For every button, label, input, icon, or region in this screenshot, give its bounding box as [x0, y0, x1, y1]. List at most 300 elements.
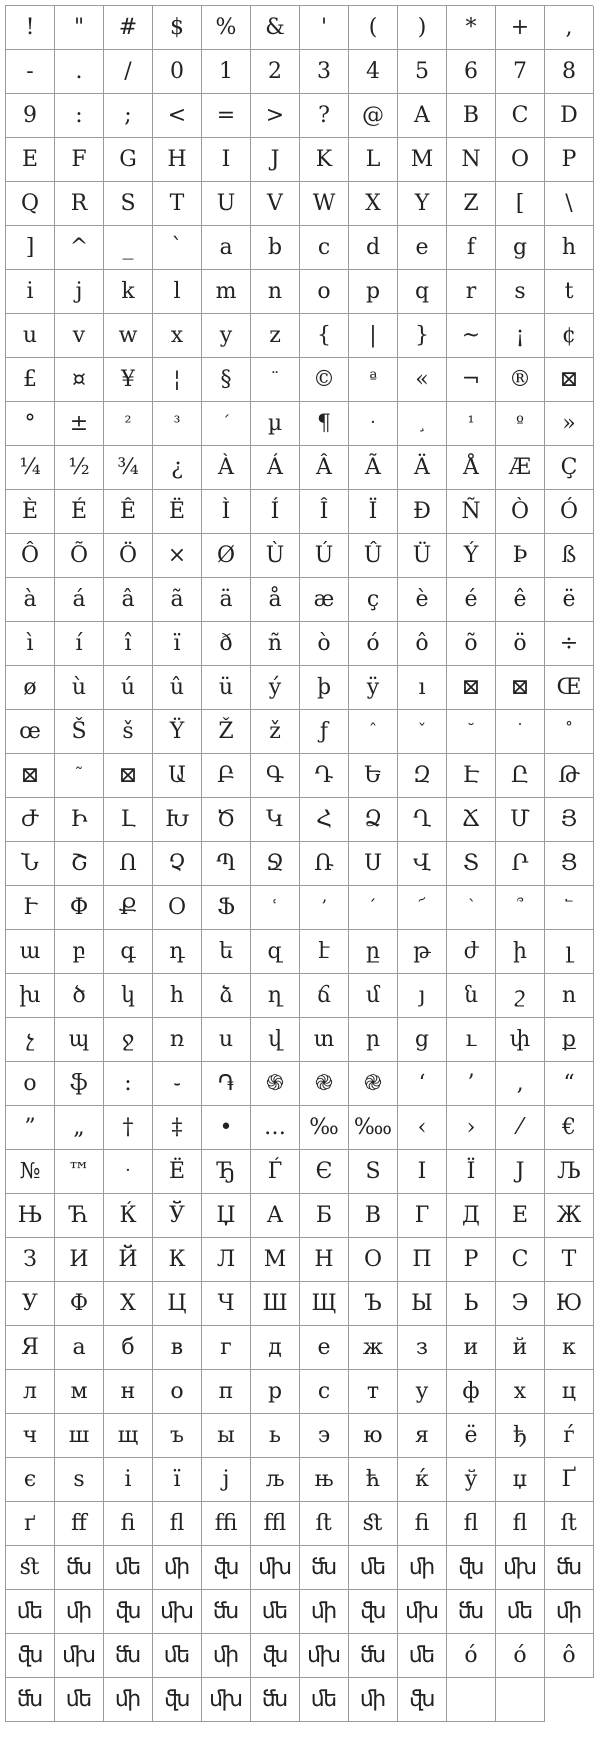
glyph-cell: є — [6, 1458, 55, 1502]
glyph-cell: ‱ — [349, 1106, 398, 1150]
glyph-cell: а — [55, 1326, 104, 1370]
glyph-cell: q — [398, 270, 447, 314]
glyph-cell: Ъ — [349, 1282, 398, 1326]
glyph-cell: ь — [251, 1414, 300, 1458]
glyph-cell: p — [349, 270, 398, 314]
glyph-cell: э — [300, 1414, 349, 1458]
glyph-cell: µ — [251, 402, 300, 446]
glyph-cell: % — [202, 6, 251, 50]
glyph-cell: Ó — [545, 490, 594, 534]
glyph-cell: ﬓ — [300, 1546, 349, 1590]
glyph-cell: · — [349, 402, 398, 446]
glyph-cell: H — [153, 138, 202, 182]
glyph-cell: Ю — [545, 1282, 594, 1326]
glyph-cell: ⊠ — [545, 358, 594, 402]
glyph-cell: Ѓ — [251, 1150, 300, 1194]
glyph-cell: í — [55, 622, 104, 666]
glyph-cell: Դ — [300, 754, 349, 798]
glyph-cell: ó — [496, 1634, 545, 1678]
glyph-cell: M — [398, 138, 447, 182]
glyph-cell: v — [55, 314, 104, 358]
glyph-cell: ֏ — [202, 1062, 251, 1106]
glyph-cell: г — [202, 1326, 251, 1370]
glyph-cell: è — [398, 578, 447, 622]
glyph-cell: ﬖ — [447, 1546, 496, 1590]
glyph-cell: Œ — [545, 666, 594, 710]
glyph-cell: Ö — [104, 534, 153, 578]
glyph-cell: ﬄ — [251, 1502, 300, 1546]
glyph-cell: ґ — [6, 1502, 55, 1546]
glyph-cell: ս — [202, 1018, 251, 1062]
glyph-cell: Ш — [251, 1282, 300, 1326]
glyph-cell: ﬓ — [104, 1634, 153, 1678]
glyph-cell: ˚ — [545, 710, 594, 754]
glyph-cell: ˆ — [349, 710, 398, 754]
glyph-cell: е — [300, 1326, 349, 1370]
glyph-cell: f — [447, 226, 496, 270]
glyph-cell: W — [300, 182, 349, 226]
glyph-cell: R — [55, 182, 104, 226]
glyph-cell: m — [202, 270, 251, 314]
glyph-cell: ﬗ — [496, 1546, 545, 1590]
glyph-cell: ﬕ — [153, 1546, 202, 1590]
glyph-cell: { — [300, 314, 349, 358]
glyph-cell: Զ — [398, 754, 447, 798]
glyph-cell: Ք — [104, 886, 153, 930]
glyph-cell: ﬗ — [202, 1678, 251, 1722]
glyph-cell: У — [6, 1282, 55, 1326]
glyph-cell: ø — [6, 666, 55, 710]
glyph-cell: Գ — [251, 754, 300, 798]
glyph-cell: ﬁ — [398, 1502, 447, 1546]
glyph-cell: ÷ — [545, 622, 594, 666]
glyph-cell: Շ — [55, 842, 104, 886]
glyph-cell: ﬖ — [202, 1546, 251, 1590]
glyph-cell: գ — [104, 930, 153, 974]
glyph-cell: ¢ — [545, 314, 594, 358]
glyph-cell: ў — [447, 1458, 496, 1502]
glyph-cell: c — [300, 226, 349, 270]
glyph-cell: ‘ — [398, 1062, 447, 1106]
glyph-cell: t — [545, 270, 594, 314]
glyph-cell: ¼ — [6, 446, 55, 490]
glyph-cell: u — [6, 314, 55, 358]
glyph-cell: © — [300, 358, 349, 402]
glyph-cell: ﬖ — [349, 1590, 398, 1634]
glyph-cell: Â — [300, 446, 349, 490]
glyph-cell: ї — [153, 1458, 202, 1502]
glyph-cell: X — [349, 182, 398, 226]
glyph-cell: “ — [545, 1062, 594, 1106]
glyph-cell: ﬖ — [104, 1590, 153, 1634]
glyph-cell: Չ — [153, 842, 202, 886]
glyph-cell: չ — [6, 1018, 55, 1062]
glyph-cell: . — [55, 50, 104, 94]
glyph-cell: ³ — [153, 402, 202, 446]
glyph-cell: Ղ — [398, 798, 447, 842]
glyph-cell: Я — [6, 1326, 55, 1370]
glyph-cell: Т — [545, 1238, 594, 1282]
glyph-cell: Î — [300, 490, 349, 534]
glyph-cell: ( — [349, 6, 398, 50]
glyph-cell: ü — [202, 666, 251, 710]
glyph-cell: l — [153, 270, 202, 314]
glyph-cell: × — [153, 534, 202, 578]
glyph-cell: 1 — [202, 50, 251, 94]
glyph-cell: ց — [398, 1018, 447, 1062]
glyph-cell: Ն — [6, 842, 55, 886]
glyph-cell: Ѕ — [349, 1150, 398, 1194]
glyph-cell: Щ — [300, 1282, 349, 1326]
glyph-cell: ֍ — [251, 1062, 300, 1106]
glyph-cell: ± — [55, 402, 104, 446]
glyph-cell: » — [545, 402, 594, 446]
glyph-cell: z — [251, 314, 300, 358]
glyph-cell: Ц — [153, 1282, 202, 1326]
glyph-cell: ¡ — [496, 314, 545, 358]
glyph-cell: ﬅ — [545, 1502, 594, 1546]
glyph-cell: м — [55, 1370, 104, 1414]
glyph-cell: њ — [300, 1458, 349, 1502]
glyph-cell: Ա — [153, 754, 202, 798]
glyph-cell: ﬆ — [6, 1546, 55, 1590]
glyph-cell: D — [545, 94, 594, 138]
glyph-cell: ž — [251, 710, 300, 754]
glyph-cell: i — [6, 270, 55, 314]
glyph-cell: ’ — [447, 1062, 496, 1106]
glyph-cell: ը — [349, 930, 398, 974]
glyph-cell: & — [251, 6, 300, 50]
glyph-cell: օ — [6, 1062, 55, 1106]
glyph-cell: ճ — [300, 974, 349, 1018]
glyph-cell: ж — [349, 1326, 398, 1370]
glyph-cell: ՜ — [398, 886, 447, 930]
glyph-cell: к — [545, 1326, 594, 1370]
glyph-cell: ﬖ — [6, 1634, 55, 1678]
glyph-cell: ﬕ — [55, 1590, 104, 1634]
glyph-cell: ⊠ — [447, 666, 496, 710]
glyph-cell: j — [55, 270, 104, 314]
glyph-cell: B — [447, 94, 496, 138]
glyph-cell: ¿ — [153, 446, 202, 490]
glyph-cell: ﬓ — [349, 1634, 398, 1678]
glyph-cell: : — [104, 1062, 153, 1106]
glyph-cell: A — [398, 94, 447, 138]
glyph-cell: Ռ — [300, 842, 349, 886]
glyph-cell: ˜ — [55, 754, 104, 798]
glyph-cell: ⁄ — [496, 1106, 545, 1150]
glyph-cell: ﬓ — [202, 1590, 251, 1634]
glyph-cell: Ä — [398, 446, 447, 490]
glyph-cell: ծ — [55, 974, 104, 1018]
glyph-cell: x — [153, 314, 202, 358]
glyph-cell: ջ — [104, 1018, 153, 1062]
glyph-cell: Õ — [55, 534, 104, 578]
glyph-cell: à — [6, 578, 55, 622]
glyph-cell: ՝ — [447, 886, 496, 930]
glyph-cell: / — [104, 50, 153, 94]
glyph-cell: Ծ — [202, 798, 251, 842]
glyph-cell: Ь — [447, 1282, 496, 1326]
glyph-cell: ի — [496, 930, 545, 974]
glyph-cell: Н — [300, 1238, 349, 1282]
glyph-cell: ﬕ — [398, 1546, 447, 1590]
glyph-cell: ¥ — [104, 358, 153, 402]
glyph-cell: U — [202, 182, 251, 226]
glyph-cell: ՞ — [496, 886, 545, 930]
glyph-cell: ﬔ — [104, 1546, 153, 1590]
glyph-cell: І — [398, 1150, 447, 1194]
glyph-cell: ” — [6, 1106, 55, 1150]
glyph-cell: J — [251, 138, 300, 182]
glyph-cell: ՙ — [251, 886, 300, 930]
glyph-cell: Ü — [398, 534, 447, 578]
glyph-cell: М — [251, 1238, 300, 1282]
glyph-cell: я — [398, 1414, 447, 1458]
glyph-cell: Е — [496, 1194, 545, 1238]
glyph-cell: = — [202, 94, 251, 138]
glyph-cell: \ — [545, 182, 594, 226]
glyph-cell: Х — [104, 1282, 153, 1326]
glyph-cell: S — [104, 182, 153, 226]
glyph-cell: ﬔ — [398, 1634, 447, 1678]
glyph-cell: ° — [6, 402, 55, 446]
glyph-cell: ⊠ — [6, 754, 55, 798]
glyph-cell: E — [6, 138, 55, 182]
glyph-cell: յ — [398, 974, 447, 1018]
glyph-cell: 9 — [6, 94, 55, 138]
glyph-cell: ﬁ — [104, 1502, 153, 1546]
glyph-cell: Ґ — [545, 1458, 594, 1502]
glyph-cell: ¤ — [55, 358, 104, 402]
glyph-cell: н — [104, 1370, 153, 1414]
glyph-cell: Ê — [104, 490, 153, 534]
glyph-cell: Կ — [251, 798, 300, 842]
glyph-cell: Ճ — [447, 798, 496, 842]
glyph-cell: Í — [251, 490, 300, 534]
glyph-cell: ֆ — [55, 1062, 104, 1106]
glyph-cell: e — [398, 226, 447, 270]
glyph-cell: „ — [55, 1106, 104, 1150]
glyph-cell: Թ — [545, 754, 594, 798]
glyph-cell: п — [202, 1370, 251, 1414]
glyph-cell: ï — [153, 622, 202, 666]
glyph-cell: o — [300, 270, 349, 314]
glyph-cell: փ — [496, 1018, 545, 1062]
glyph-cell: Լ — [104, 798, 153, 842]
glyph-cell: ˙ — [496, 710, 545, 754]
glyph-cell: ~ — [447, 314, 496, 358]
glyph-cell: Ђ — [202, 1150, 251, 1194]
glyph-cell: Š — [55, 710, 104, 754]
glyph-cell: ¾ — [104, 446, 153, 490]
glyph-cell: Р — [447, 1238, 496, 1282]
glyph-cell: } — [398, 314, 447, 358]
glyph-cell: ¦ — [153, 358, 202, 402]
glyph-cell: Հ — [300, 798, 349, 842]
glyph-cell: Ы — [398, 1282, 447, 1326]
glyph-cell: ´ — [202, 402, 251, 446]
glyph-cell: ` — [153, 226, 202, 270]
glyph-cell: · — [104, 1150, 153, 1194]
glyph-cell: ô — [398, 622, 447, 666]
glyph-cell: ﬗ — [300, 1634, 349, 1678]
glyph-cell: ј — [202, 1458, 251, 1502]
glyph-cell: ֊ — [153, 1062, 202, 1106]
glyph-cell: ö — [496, 622, 545, 666]
glyph-cell: Յ — [545, 798, 594, 842]
glyph-cell: ﬔ — [6, 1590, 55, 1634]
glyph-cell: ﬖ — [153, 1678, 202, 1722]
glyph-cell: 0 — [153, 50, 202, 94]
glyph-cell: š — [104, 710, 153, 754]
glyph-cell: T — [153, 182, 202, 226]
glyph-cell: պ — [55, 1018, 104, 1062]
glyph-cell: 7 — [496, 50, 545, 94]
glyph-cell: і — [104, 1458, 153, 1502]
glyph-cell: ե — [202, 930, 251, 974]
glyph-cell: ւ — [447, 1018, 496, 1062]
glyph-cell: ô — [545, 1634, 594, 1678]
glyph-cell: ã — [153, 578, 202, 622]
glyph-cell: w — [104, 314, 153, 358]
glyph-cell: ժ — [447, 930, 496, 974]
glyph-cell: ı — [398, 666, 447, 710]
glyph-cell: K — [300, 138, 349, 182]
glyph-cell: ﬖ — [251, 1634, 300, 1678]
glyph-cell: ﬅ — [300, 1502, 349, 1546]
glyph-cell: | — [349, 314, 398, 358]
glyph-cell: բ — [55, 930, 104, 974]
glyph-cell: Ո — [104, 842, 153, 886]
glyph-cell: Ё — [153, 1150, 202, 1194]
glyph-cell: Ò — [496, 490, 545, 534]
glyph-cell: Ž — [202, 710, 251, 754]
glyph-cell: È — [6, 490, 55, 534]
glyph-cell: ﬓ — [447, 1590, 496, 1634]
glyph-cell: Ջ — [251, 842, 300, 886]
glyph-cell: ֎ — [349, 1062, 398, 1106]
glyph-cell: ª — [349, 358, 398, 402]
glyph-cell: ^ — [55, 226, 104, 270]
glyph-cell: տ — [300, 1018, 349, 1062]
glyph-cell: * — [447, 6, 496, 50]
glyph-cell: ] — [6, 226, 55, 270]
glyph-cell: ﬃ — [202, 1502, 251, 1546]
glyph-cell: й — [496, 1326, 545, 1370]
glyph-cell: и — [447, 1326, 496, 1370]
glyph-cell: 2 — [251, 50, 300, 94]
glyph-cell: s — [496, 270, 545, 314]
glyph-cell: Ќ — [104, 1194, 153, 1238]
glyph-cell: Ը — [496, 754, 545, 798]
glyph-cell: ﬗ — [398, 1590, 447, 1634]
glyph-cell: ѓ — [545, 1414, 594, 1458]
glyph-cell: № — [6, 1150, 55, 1194]
glyph-cell: ՛ — [349, 886, 398, 930]
glyph-cell: Տ — [447, 842, 496, 886]
glyph-cell: ò — [300, 622, 349, 666]
glyph-cell: ﬂ — [447, 1502, 496, 1546]
glyph-cell: + — [496, 6, 545, 50]
glyph-cell: ﬕ — [545, 1590, 594, 1634]
glyph-cell: կ — [104, 974, 153, 1018]
glyph-cell: Г — [398, 1194, 447, 1238]
glyph-cell: ф — [447, 1370, 496, 1414]
glyph-cell: ո — [545, 974, 594, 1018]
glyph-cell: х — [496, 1370, 545, 1414]
glyph-cell: ﬕ — [300, 1590, 349, 1634]
glyph-cell: ì — [6, 622, 55, 666]
glyph-cell: Օ — [153, 886, 202, 930]
glyph-cell: ﬔ — [300, 1678, 349, 1722]
glyph-cell: И — [55, 1238, 104, 1282]
glyph-cell: Ø — [202, 534, 251, 578]
glyph-cell: ú — [104, 666, 153, 710]
glyph-cell: р — [251, 1370, 300, 1414]
glyph-cell: ½ — [55, 446, 104, 490]
glyph-cell: Ї — [447, 1150, 496, 1194]
glyph-cell: Å — [447, 446, 496, 490]
glyph-cell: ք — [545, 1018, 594, 1062]
glyph-cell: 3 — [300, 50, 349, 94]
glyph-cell: « — [398, 358, 447, 402]
glyph-cell: Ý — [447, 534, 496, 578]
glyph-cell: 5 — [398, 50, 447, 94]
glyph-cell: ր — [349, 1018, 398, 1062]
glyph-cell: Վ — [398, 842, 447, 886]
glyph-cell: ﬂ — [153, 1502, 202, 1546]
glyph-cell — [496, 1678, 545, 1722]
glyph-cell: ﬓ — [251, 1678, 300, 1722]
glyph-cell: Ե — [349, 754, 398, 798]
glyph-cell: g — [496, 226, 545, 270]
glyph-cell: õ — [447, 622, 496, 666]
glyph-cell: I — [202, 138, 251, 182]
glyph-cell: - — [6, 50, 55, 94]
glyph-cell: Л — [202, 1238, 251, 1282]
glyph-cell: 6 — [447, 50, 496, 94]
glyph-cell: º — [496, 402, 545, 446]
glyph-cell: Д — [447, 1194, 496, 1238]
glyph-cell: ! — [6, 6, 55, 50]
glyph-cell: : — [55, 94, 104, 138]
glyph-cell: ﬔ — [251, 1590, 300, 1634]
glyph-cell: ® — [496, 358, 545, 402]
glyph-cell: ц — [545, 1370, 594, 1414]
glyph-cell: т — [349, 1370, 398, 1414]
glyph-cell: Ձ — [349, 798, 398, 842]
glyph-cell: ﬓ — [6, 1678, 55, 1722]
glyph-cell: Љ — [545, 1150, 594, 1194]
glyph-cell: Á — [251, 446, 300, 490]
glyph-cell: մ — [349, 974, 398, 1018]
glyph-cell: d — [349, 226, 398, 270]
glyph-cell: ﬕ — [104, 1678, 153, 1722]
glyph-cell: Ì — [202, 490, 251, 534]
glyph-cell: ћ — [349, 1458, 398, 1502]
glyph-cell: ա — [6, 930, 55, 974]
glyph-cell: Ս — [349, 842, 398, 886]
glyph-cell: В — [349, 1194, 398, 1238]
glyph-cell: Պ — [202, 842, 251, 886]
glyph-cell: À — [202, 446, 251, 490]
glyph-cell: Б — [300, 1194, 349, 1238]
glyph-cell: Þ — [496, 534, 545, 578]
glyph-cell: Ј — [496, 1150, 545, 1194]
glyph-cell: շ — [496, 974, 545, 1018]
glyph-cell: Ֆ — [202, 886, 251, 930]
